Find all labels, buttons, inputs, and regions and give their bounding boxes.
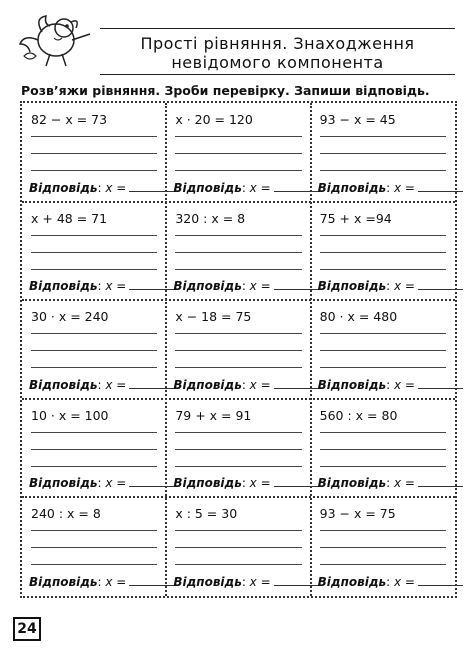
answer-row (29, 575, 174, 589)
answer-variable: x = (394, 377, 415, 392)
answer-blank[interactable] (418, 190, 463, 192)
equation-cell (311, 103, 455, 202)
answer-row (173, 575, 318, 589)
equation-text: 30 · x = 240 (31, 309, 109, 325)
answer-label: Відповідь (173, 180, 242, 195)
equation-text: 560 : x = 80 (319, 407, 398, 423)
answer-row (173, 476, 318, 490)
answer-label: Відповідь (317, 574, 387, 589)
equations-grid (20, 101, 457, 598)
answer-label: Відповідь (317, 180, 387, 195)
answer-label: Відповідь (29, 279, 98, 294)
answer-variable: x = (105, 180, 127, 195)
equation-cell (22, 399, 166, 498)
writing-line[interactable] (175, 547, 301, 548)
writing-line[interactable] (175, 367, 301, 368)
answer-label: Відповідь (29, 476, 98, 491)
writing-line[interactable] (31, 235, 157, 236)
writing-line[interactable] (320, 153, 446, 154)
instruction-text: Розв’яжи рівняння. Зроби перевірку. Запиши відповідь. (21, 83, 430, 98)
answer-colon: : (241, 574, 250, 589)
writing-line[interactable] (175, 350, 301, 351)
writing-line[interactable] (320, 333, 446, 334)
answer-colon: : (97, 377, 106, 392)
writing-line[interactable] (320, 170, 446, 171)
equation-cell (22, 497, 166, 596)
writing-line[interactable] (175, 466, 301, 467)
page-title-line1: Прості рівняння. Знаходження (140, 34, 415, 53)
answer-row (29, 378, 174, 392)
writing-line[interactable] (175, 252, 301, 253)
answer-row (173, 378, 318, 392)
answer-label: Відповідь (317, 377, 387, 392)
answer-colon: : (386, 574, 394, 589)
answer-label: Відповідь (317, 279, 387, 294)
answer-variable: x = (249, 377, 271, 392)
writing-line[interactable] (320, 466, 446, 467)
answer-colon: : (386, 377, 394, 392)
row-divider (22, 496, 455, 498)
answer-row (173, 279, 318, 293)
equation-text: 240 : x = 8 (31, 506, 101, 522)
writing-line[interactable] (320, 252, 446, 253)
writing-line[interactable] (31, 367, 157, 368)
writing-line[interactable] (320, 367, 446, 368)
equation-text: 93 − x = 45 (319, 112, 396, 127)
writing-line[interactable] (320, 235, 446, 236)
page-title-line2: невідомого компонента (171, 53, 384, 72)
answer-row (318, 279, 463, 293)
answer-variable: x = (105, 279, 127, 294)
writing-line[interactable] (175, 170, 301, 171)
equation-text: 10 · x = 100 (31, 407, 109, 423)
answer-row (29, 476, 174, 490)
page-number: 24 (13, 617, 41, 641)
title-rule-top (100, 28, 455, 29)
row-divider (22, 398, 455, 400)
answer-row (29, 279, 174, 293)
answer-blank[interactable] (418, 485, 463, 487)
writing-line[interactable] (31, 350, 157, 351)
writing-line[interactable] (31, 449, 157, 450)
answer-variable: x = (249, 279, 271, 294)
answer-row (318, 476, 463, 490)
writing-line[interactable] (31, 432, 157, 433)
answer-row (29, 181, 174, 195)
equation-cell (166, 300, 310, 399)
equation-text: 75 + x =94 (319, 210, 392, 226)
answer-colon: : (97, 279, 106, 294)
writing-line[interactable] (320, 530, 446, 531)
writing-line[interactable] (175, 269, 301, 270)
writing-line[interactable] (175, 235, 301, 236)
equation-cell (166, 497, 310, 596)
answer-row (173, 181, 318, 195)
answer-label: Відповідь (29, 377, 98, 392)
writing-line[interactable] (320, 432, 446, 433)
equation-cell (311, 300, 455, 399)
answer-colon: : (241, 476, 250, 491)
column-divider (165, 103, 167, 596)
answer-label: Відповідь (317, 476, 387, 491)
answer-variable: x = (249, 574, 271, 589)
column-divider (310, 103, 312, 596)
writing-line[interactable] (31, 333, 157, 334)
equation-cell (22, 202, 166, 301)
answer-colon: : (386, 279, 394, 294)
writing-line[interactable] (175, 432, 301, 433)
equation-cell (166, 202, 310, 301)
writing-line[interactable] (175, 333, 301, 334)
answer-variable: x = (394, 476, 415, 491)
answer-colon: : (241, 377, 250, 392)
answer-colon: : (241, 180, 250, 195)
answer-label: Відповідь (29, 180, 98, 195)
answer-blank[interactable] (418, 288, 463, 290)
equation-text: x : 5 = 30 (175, 506, 238, 522)
equation-cell (166, 399, 310, 498)
equation-cell (311, 202, 455, 301)
answer-variable: x = (105, 574, 127, 589)
answer-variable: x = (394, 574, 415, 589)
answer-variable: x = (249, 180, 271, 195)
answer-colon: : (97, 180, 106, 195)
writing-line[interactable] (320, 564, 446, 565)
writing-line[interactable] (175, 564, 301, 565)
writing-line[interactable] (31, 269, 157, 270)
answer-variable: x = (105, 377, 127, 392)
writing-line[interactable] (320, 350, 446, 351)
writing-line[interactable] (31, 136, 157, 137)
writing-line[interactable] (320, 136, 446, 137)
answer-label: Відповідь (173, 279, 242, 294)
writing-line[interactable] (31, 547, 157, 548)
writing-line[interactable] (320, 449, 446, 450)
title-rule-bottom (100, 74, 455, 75)
writing-line[interactable] (320, 547, 446, 548)
dragon-mascot-icon (14, 4, 94, 74)
answer-colon: : (97, 574, 106, 589)
equation-text: x − 18 = 75 (175, 309, 252, 325)
writing-line[interactable] (31, 466, 157, 467)
equation-text: 80 · x = 480 (319, 309, 398, 325)
equation-text: 82 − x = 73 (31, 112, 108, 127)
answer-row (318, 181, 463, 195)
equation-text: 79 + x = 91 (175, 407, 252, 423)
answer-colon: : (241, 279, 250, 294)
answer-colon: : (97, 476, 106, 491)
writing-line[interactable] (31, 564, 157, 565)
row-divider (22, 201, 455, 203)
equation-cell (311, 399, 455, 498)
answer-row (318, 378, 463, 392)
answer-row (318, 575, 463, 589)
equation-text: x + 48 = 71 (31, 210, 108, 226)
answer-label: Відповідь (29, 574, 98, 589)
answer-blank[interactable] (418, 584, 463, 586)
answer-colon: : (386, 476, 394, 491)
equation-cell (311, 497, 455, 596)
equation-cell (166, 103, 310, 202)
writing-line[interactable] (175, 136, 301, 137)
row-divider (22, 299, 455, 301)
answer-variable: x = (105, 476, 127, 491)
equation-text: x · 20 = 120 (175, 112, 253, 127)
writing-line[interactable] (31, 153, 157, 154)
equation-cell (22, 300, 166, 399)
writing-line[interactable] (320, 269, 446, 270)
writing-line[interactable] (31, 170, 157, 171)
answer-variable: x = (394, 180, 415, 195)
answer-colon: : (386, 180, 394, 195)
writing-line[interactable] (175, 153, 301, 154)
answer-label: Відповідь (173, 476, 242, 491)
equation-text: 93 − x = 75 (319, 506, 396, 522)
answer-label: Відповідь (173, 377, 242, 392)
answer-variable: x = (249, 476, 271, 491)
writing-line[interactable] (31, 252, 157, 253)
equation-text: 320 : x = 8 (175, 210, 246, 226)
answer-label: Відповідь (173, 574, 242, 589)
equation-cell (22, 103, 166, 202)
writing-line[interactable] (175, 530, 301, 531)
answer-blank[interactable] (418, 387, 463, 389)
writing-line[interactable] (31, 530, 157, 531)
writing-line[interactable] (175, 449, 301, 450)
answer-variable: x = (394, 279, 415, 294)
